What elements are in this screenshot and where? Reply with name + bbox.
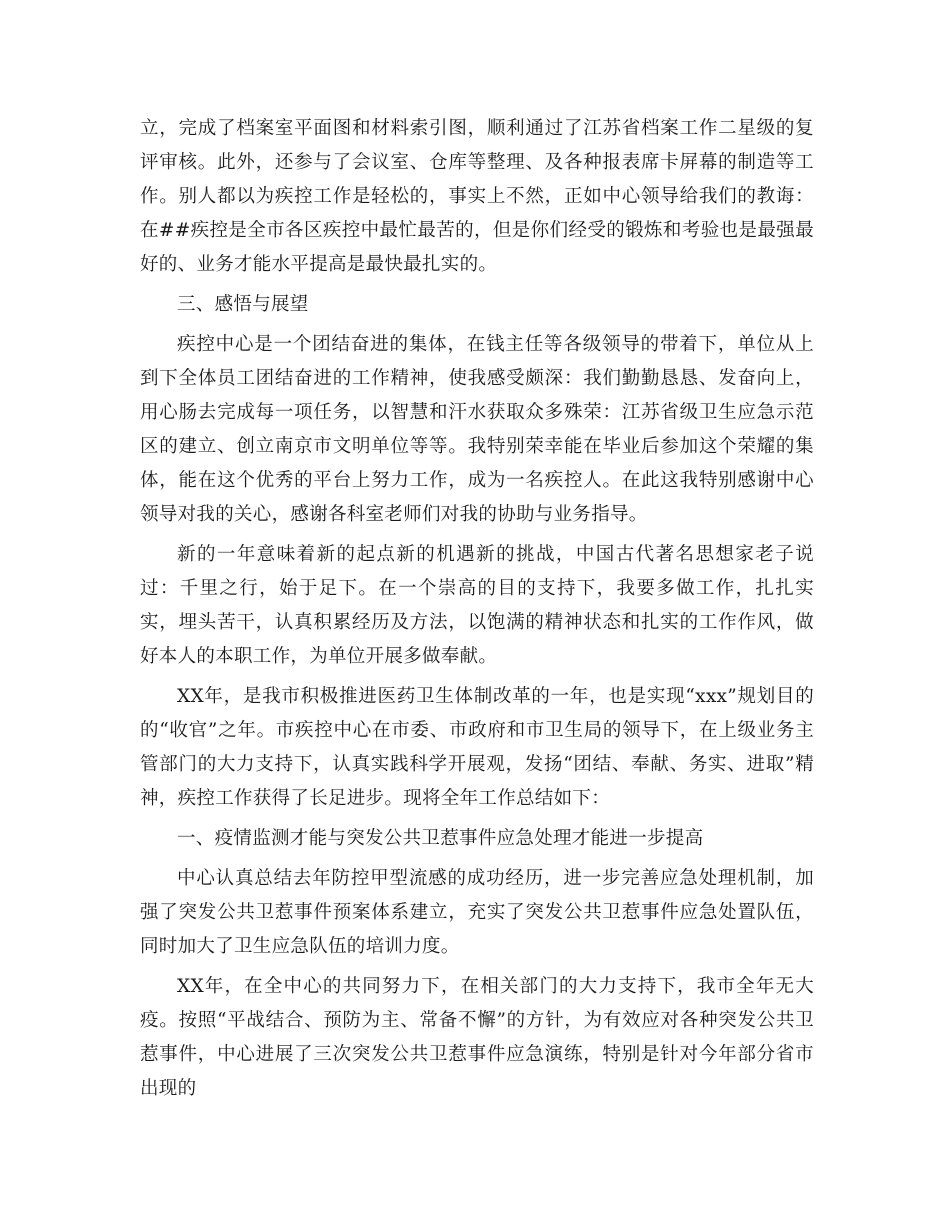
paragraph-emergency-drills: XX年，在全中心的共同努力下，在相关部门的大力支持下，我市全年无大疫。按照“平战结合、预防为主、常备不懈”的方针，为有效应对各种突发公共卫惹事件，中心进展了三次突发公共卫惹事件应急演练，特别是针对今年部分省市出现的 <box>140 976 814 1099</box>
section-heading-epidemic-monitoring: 一、疫情监测才能与突发公共卫惹事件应急处理才能进一步提高 <box>177 828 704 849</box>
document-body <box>140 112 814 1112</box>
paragraph-team-spirit: 疾控中心是一个团结奋进的集体，在钱主任等各级领导的带着下，单位从上到下全体员工团结奋进的工作精神，使我感受颇深：我们勤勤恳恳、发奋向上，用心肠去完成每一项任务，以智慧和汗水获取众多殊荣：江苏省级卫生应急示范区的建立、创立南京市文明单位等等。我特别荣幸能在毕业后参加这个荣耀的集体，能在这个优秀的平台上努力工作，成为一名疾控人。在此这我特别感谢中心领导对我的关心，感谢各科室老师们对我的协助与业务指导。 <box>140 334 814 525</box>
paragraph-new-year: 新的一年意味着新的起点新的机遇新的挑战，中国古代著名思想家老子说过：千里之行，始于足下。在一个崇高的目的支持下，我要多做工作，扎扎实实，埋头苦干，认真积累经历及方法，以饱满的精神状态和扎实的工作作风，做好本人的本职工作，为单位开展多做奉献。 <box>140 544 814 667</box>
paragraph-emergency-mechanism: 中心认真总结去年防控甲型流感的成功经历，进一步完善应急处理机制，加强了突发公共卫惹事件预案体系建立，充实了突发公共卫惹事件应急处置队伍，同时加大了卫生应急队伍的培训力度。 <box>140 868 814 957</box>
paragraph-annual-summary: XX年，是我市积极推进医药卫生体制改革的一年，也是实现“xxx”规划目的的“收官”之年。市疾控中心在市委、市政府和市卫生局的领导下，在上级业务主管部门的大力支持下，认真实践科学开展观，发扬“团结、奉献、务实、进取”精神，疾控工作获得了长足进步。现将全年工作总结如下： <box>140 686 814 809</box>
section-heading-reflection: 三、感悟与展望 <box>177 294 309 315</box>
paragraph-archive-work: 立，完成了档案室平面图和材料索引图，顺利通过了江苏省档案工作二星级的复评审核。此外，还参与了会议室、仓库等整理、及各种报表席卡屏幕的制造等工作。别人都以为疾控工作是轻松的，事实上不然，正如中心领导给我们的教诲：在##疾控是全市各区疾控中最忙最苦的，但是你们经受的锻炼和考验也是最强最好的、业务才能水平提高是最快最扎实的。 <box>140 118 814 275</box>
